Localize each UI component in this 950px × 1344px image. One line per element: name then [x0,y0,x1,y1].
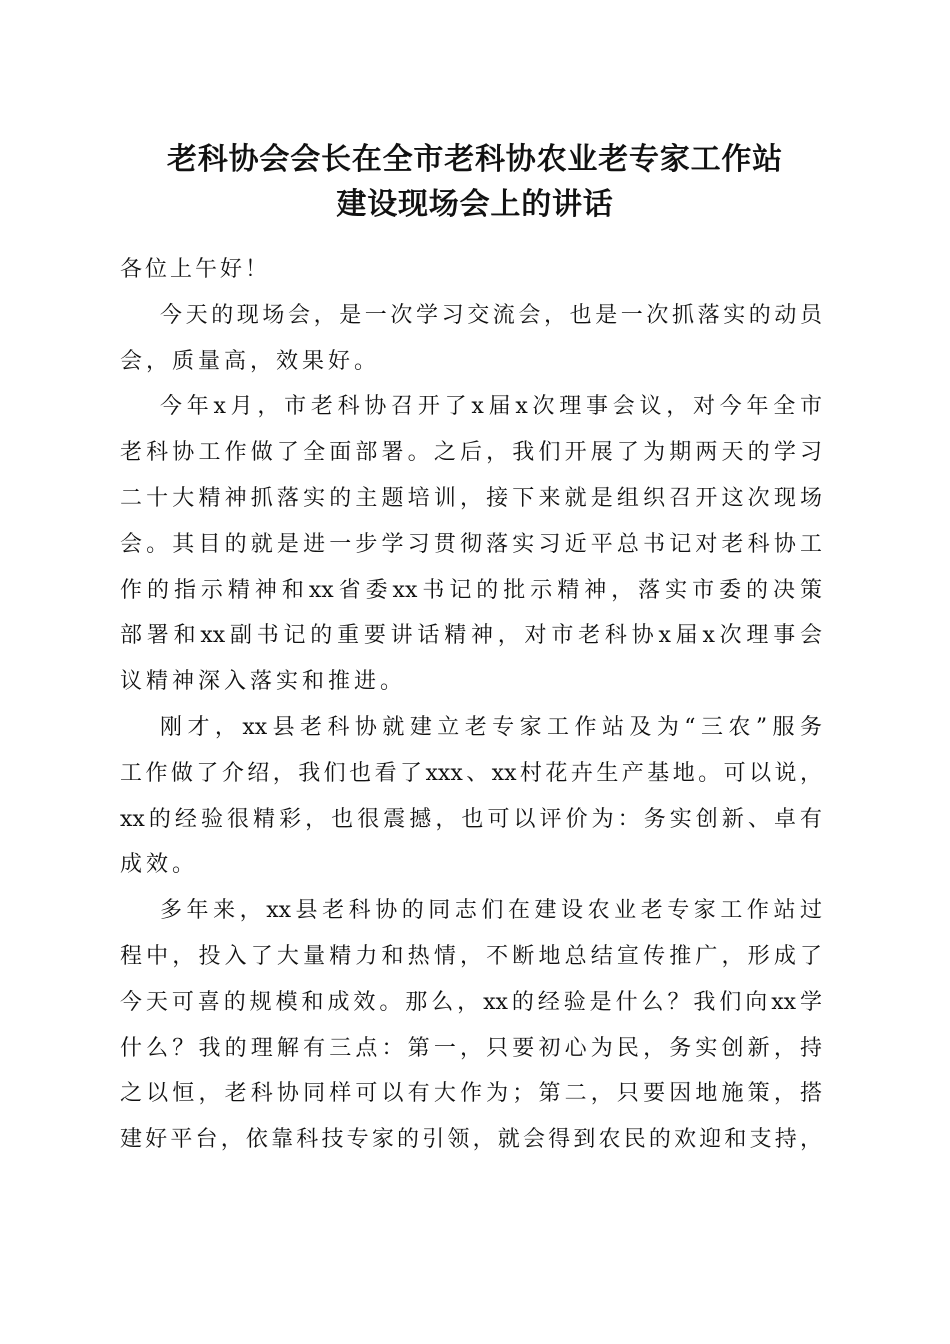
paragraph-line: 今天的现场会，是一次学习交流会，也是一次抓落实的动员 [160,302,822,328]
paragraph-line: 建好平台，依靠科技专家的引领，就会得到农民的欢迎和支持， [120,1127,822,1153]
paragraph [120,300,822,392]
paragraph [120,712,822,895]
paragraph-line: 会。其目的就是进一步学习贯彻落实习近平总书记对老科协工 [120,531,822,557]
paragraph [120,895,822,1170]
paragraph-line: xx的经验很精彩，也很震撼，也可以评价为：务实创新、卓有 [120,806,822,832]
paragraph-line: 工作做了介绍，我们也看了xxx、xx村花卉生产基地。可以说， [120,760,822,786]
paragraph-line: 今天可喜的规模和成效。那么，xx的经验是什么？我们向xx学 [120,989,822,1015]
paragraph-line: 成效。 [120,852,199,878]
document-title-line-2: 建设现场会上的讲话 [336,187,614,222]
paragraph-line: 二十大精神抓落实的主题培训，接下来就是组织召开这次现场 [120,485,822,511]
document-title-line-1: 老科协会会长在全市老科协农业老专家工作站 [167,142,783,177]
paragraph-line: 之以恒，老科协同样可以有大作为；第二，只要因地施策，搭 [120,1081,822,1107]
paragraph-line: 议精神深入落实和推进。 [120,669,407,695]
document-body [120,254,822,1170]
paragraph-line: 多年来，xx县老科协的同志们在建设农业老专家工作站过 [160,898,822,924]
paragraph-line: 老科协工作做了全面部署。之后，我们开展了为期两天的学习 [120,440,822,466]
paragraph-line: 今年x月，市老科协召开了x届x次理事会议，对今年全市 [160,394,822,420]
greeting: 各位上午好！ [120,257,271,282]
paragraph-line: 什么？我的理解有三点：第一，只要初心为民，务实创新，持 [120,1035,822,1061]
paragraph-line: 部署和xx副书记的重要讲话精神，对市老科协x届x次理事会 [120,623,822,649]
paragraph-line: 作的指示精神和xx省委xx书记的批示精神，落实市委的决策 [120,577,822,603]
paragraph [120,391,822,712]
paragraph-line: 程中，投入了大量精力和热情，不断地总结宣传推广，形成了 [120,943,822,969]
paragraph-line: 会，质量高，效果好。 [120,348,381,374]
paragraph-line: 刚才，xx县老科协就建立老专家工作站及为“三农”服务 [160,714,822,740]
